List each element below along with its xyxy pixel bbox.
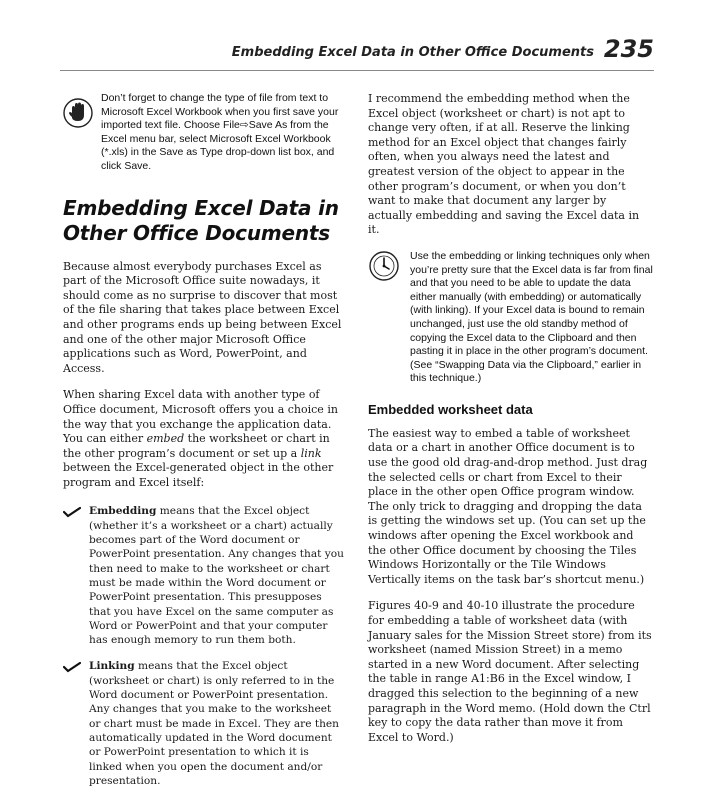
section-heading-line-1: Embedding Excel Data in bbox=[63, 195, 339, 220]
section-heading bbox=[63, 196, 345, 246]
clock-icon bbox=[368, 250, 400, 282]
list-item bbox=[63, 659, 345, 788]
hand-icon bbox=[63, 96, 93, 130]
bullet-term: Linking bbox=[89, 660, 135, 673]
embed-term: embed bbox=[146, 432, 185, 446]
running-header-title: Embedding Excel Data in Other Office Documents bbox=[231, 45, 594, 60]
checkmark-icon bbox=[63, 506, 81, 518]
bullet-text: means that the Excel object (worksheet or chart) is only referred to in the Word document or PowerPoint presentation. Any changes that you make to the worksheet or chart must be made in Excel. They are then automatically updated in the Word document or PowerPoint presentation to which it is linked when you open the document and/or presentation. bbox=[89, 660, 340, 787]
left-column bbox=[63, 92, 345, 800]
tip-text: Don’t forget to change the type of file from text to Microsoft Excel Workbook when you first save your imported text file. Choose File⇨Save As from the Excel menu bar, select Microsoft Excel Workbook (*.xls) in the Save as Type drop-down list box, and click Save. bbox=[101, 92, 339, 172]
right-column bbox=[368, 92, 653, 757]
bullet-term: Embedding bbox=[89, 505, 157, 518]
figures-paragraph: Figures 40-9 and 40-10 illustrate the procedure for embedding a table of worksheet data (with January sales for the Mission Street store) from its worksheet (named Mission Street) in a memo started in a new Word document. After selecting the table in range A1:B6 in the Excel window, I dragged this selection to the beginning of a new paragraph in the Word memo. (Hold down the Ctrl key to copy the data rather than move it from Excel to Word.) bbox=[368, 599, 652, 744]
tip-note bbox=[63, 92, 345, 174]
time-note-text: Use the embedding or linking techniques only when you’re pretty sure that the Excel data is far from final and that you need to be able to update the data either manually (with embedding) or automatically (with linking). If your Excel data is bound to remain unchanged, just use the old standby method of copying the Excel data to the Clipboard and then pasting it in place in the other program’s document. (See “Swapping Data via the Clipboard,” earlier in this technique.) bbox=[410, 249, 653, 385]
drag-drop-paragraph: The easiest way to embed a table of worksheet data or a chart in another Office document is to use the good old drag-and-drop method. Just drag the selected cells or chart from Excel to their place in the other open Office program window. The only trick to dragging and dropping the data is getting the windows set up. (You can set up the windows after opening the Excel workbook and the other Office document by choosing the Tiles Windows Horizontally or the Tile Windows Vertically items on the task bar’s shortcut menu.) bbox=[368, 426, 648, 586]
section-heading-line-2: Other Office Documents bbox=[63, 220, 330, 245]
intro-paragraph: Because almost everybody purchases Excel as part of the Microsoft Office suite nowadays, it should come as no surprise to discover that most of the file sharing that takes place between Excel and other programs ends up being between Excel and one of the other major Microsoft Office applications such as Word, PowerPoint, and Access. bbox=[63, 259, 342, 375]
choice-paragraph: When sharing Excel data with another type of Office document, Microsoft offers you a choice in the way that you exchange the application data. You can either embed the worksheet or chart in the other program’s document or set up a link between the Excel-generated object in the other program and Excel itself: bbox=[63, 388, 338, 489]
embedded-worksheet-heading: Embedded worksheet data bbox=[368, 401, 533, 417]
recommendation-paragraph: I recommend the embedding method when the Excel object (worksheet or chart) is not apt to change very often, if at all. Reserve the linking method for an Excel object that changes fairly often, when you always need the latest and greatest version of the object to appear in the other program’s document, or when you don’t want to make that document any larger by actually embedding and saving the Excel data in it. bbox=[368, 92, 640, 237]
header-rule bbox=[60, 70, 654, 71]
list-item bbox=[63, 504, 345, 647]
bullet-list bbox=[63, 504, 345, 788]
page-number: 235 bbox=[603, 35, 654, 63]
time-note bbox=[368, 250, 653, 386]
bullet-text: means that the Excel object (whether it’s a worksheet or a chart) actually becomes part of the Word document or PowerPoint presentation. Any changes that you then need to make to the worksheet or chart must be made within the Word document or PowerPoint presentation. This presupposes that you have Excel on the same computer as Word or PowerPoint and that your computer has enough memory to run them both. bbox=[89, 505, 344, 647]
checkmark-icon bbox=[63, 661, 81, 673]
link-term: link bbox=[300, 446, 322, 460]
